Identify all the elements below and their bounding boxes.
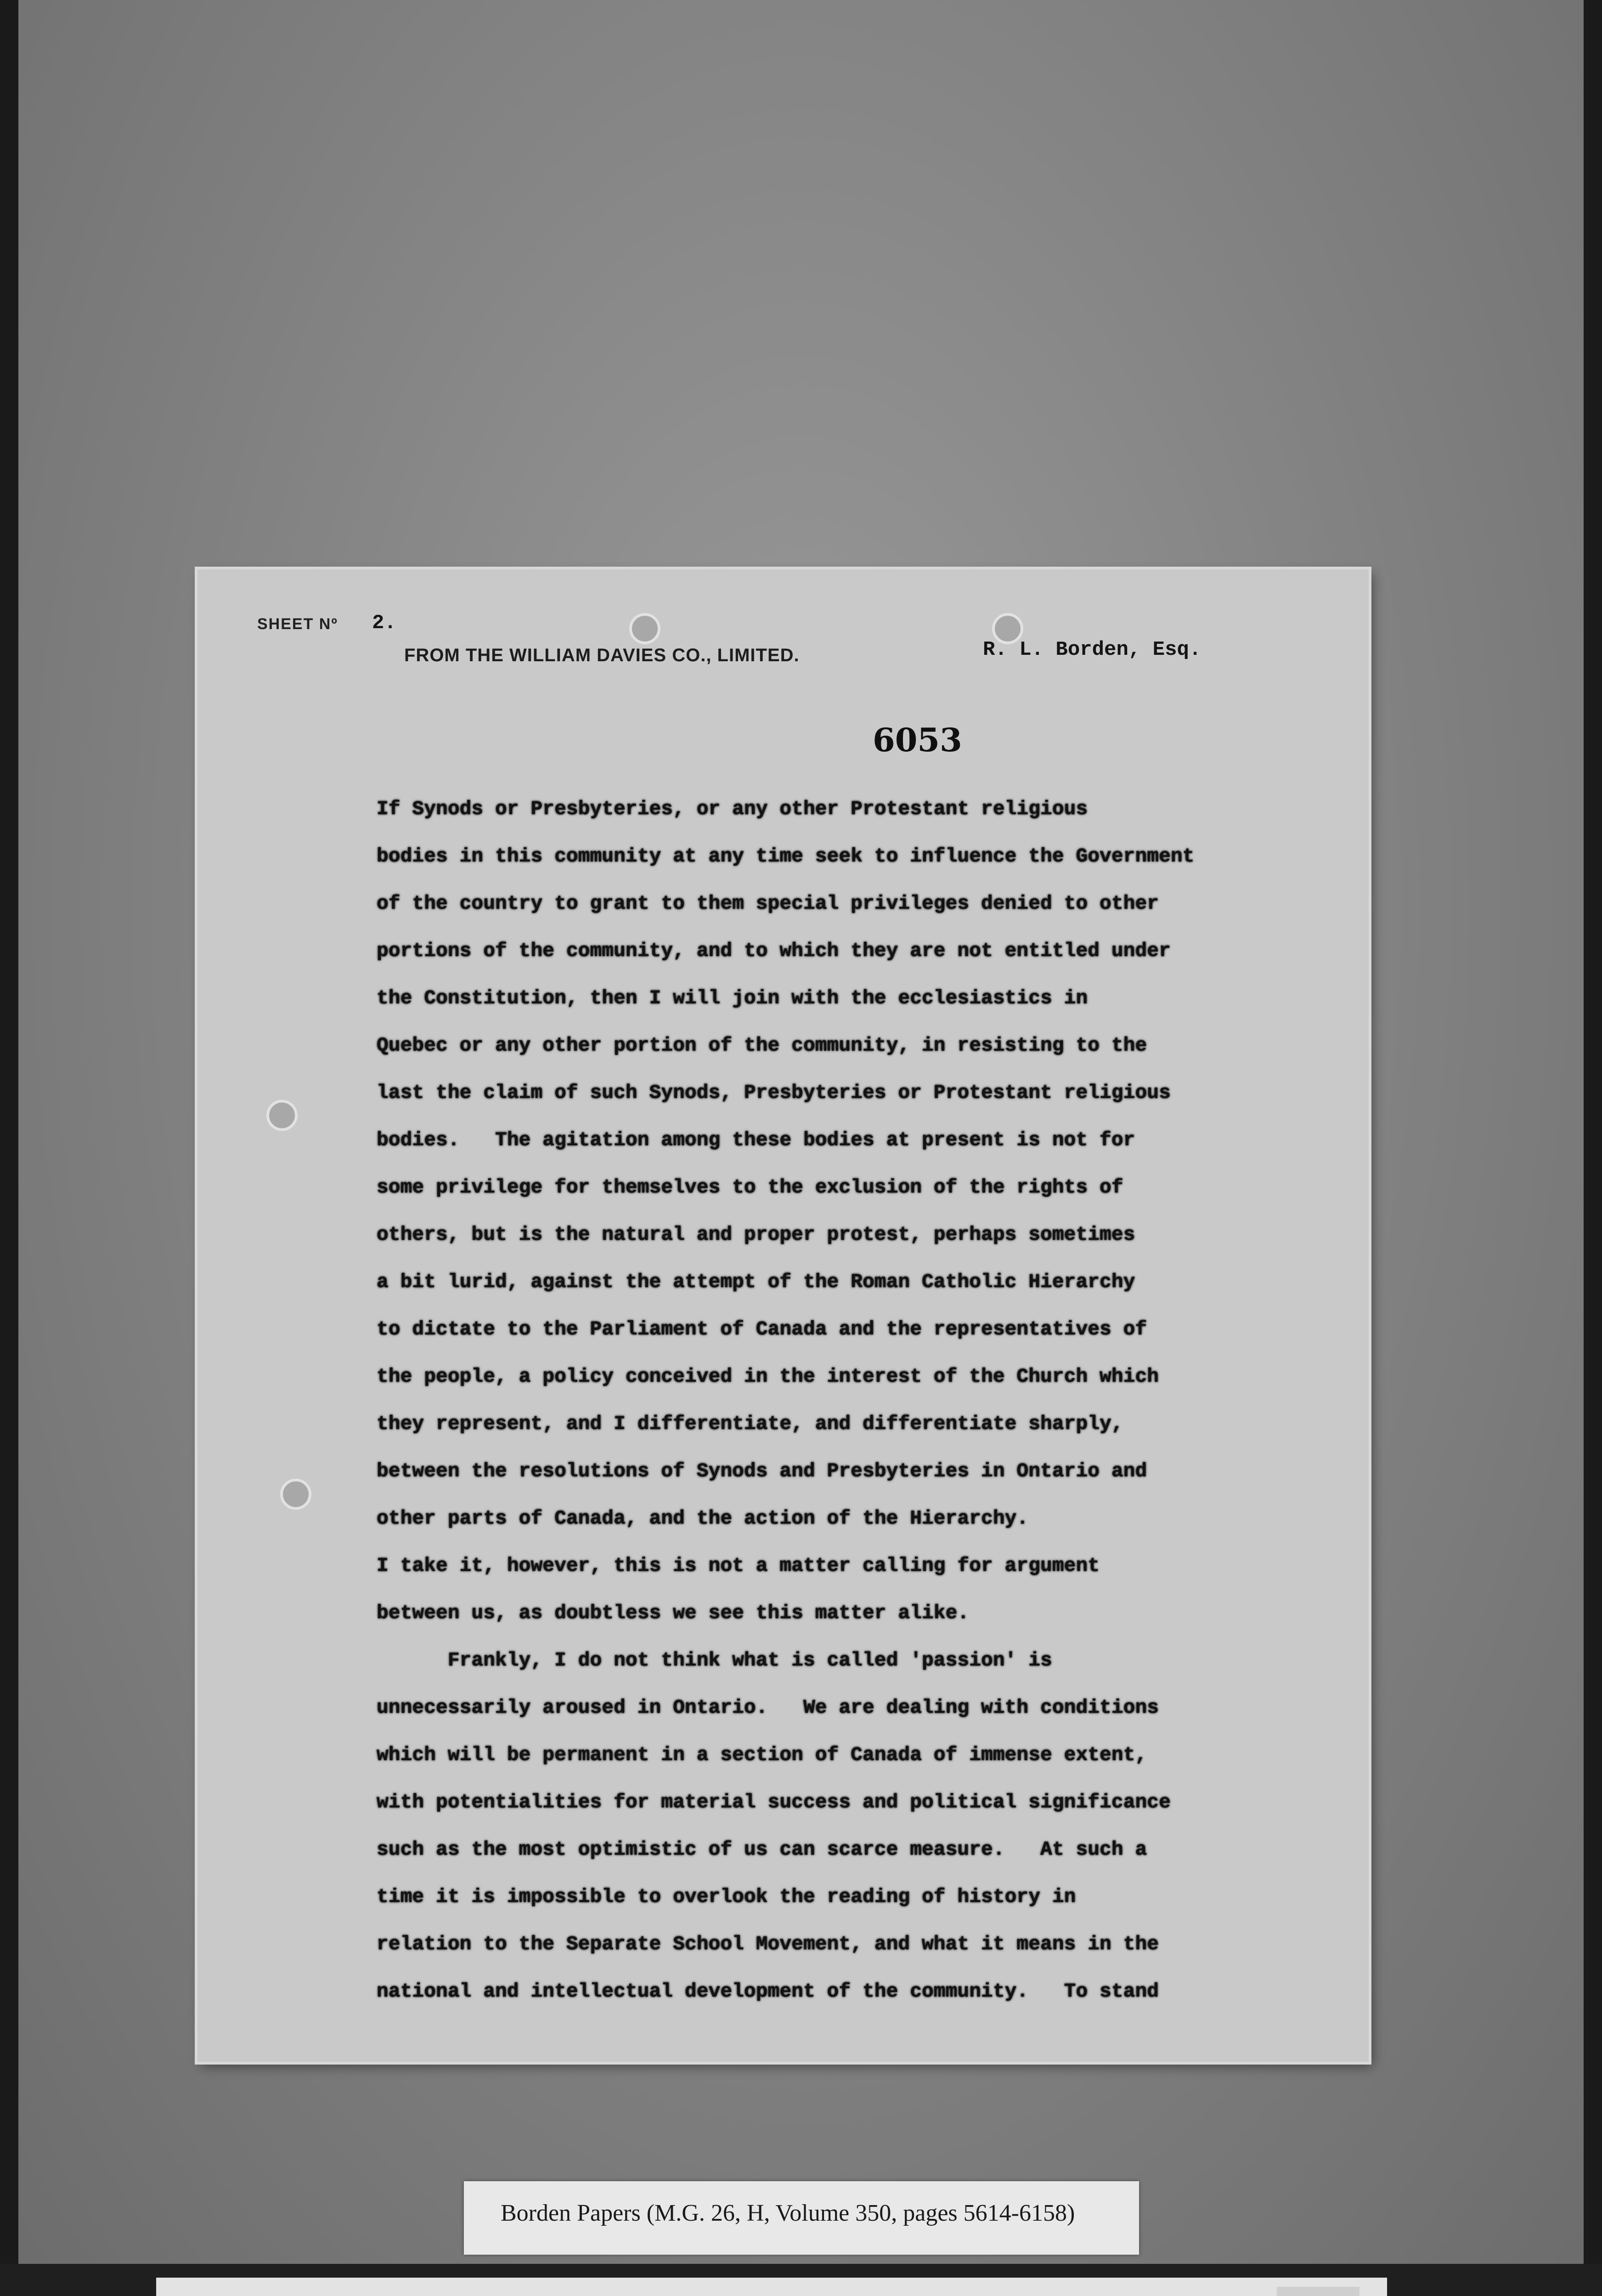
body-line: they represent, and I differentiate, and differentiate sharply, <box>377 1412 1123 1435</box>
body-line: the Constitution, then I will join with the ecclesiastics in <box>377 987 1088 1009</box>
punch-hole-top-1 <box>629 613 660 644</box>
body-line: Quebec or any other portion of the community, in resisting to the <box>377 1034 1147 1057</box>
addressee: R. L. Borden, Esq. <box>983 638 1202 661</box>
body-line: such as the most optimistic of us can scarce measure. At such a <box>377 1838 1147 1861</box>
body-line: I take it, however, this is not a matter calling for argument <box>377 1554 1100 1577</box>
body-line: portions of the community, and to which they are not entitled under <box>377 940 1171 962</box>
body-line: a bit lurid, against the attempt of the Roman Catholic Hierarchy <box>377 1271 1135 1293</box>
punch-hole-left-1 <box>266 1100 298 1131</box>
body-line: others, but is the natural and proper protest, perhaps sometimes <box>377 1223 1135 1246</box>
body-line: last the claim of such Synods, Presbyteries or Protestant religious <box>377 1081 1171 1104</box>
sheet-number-value: 2. <box>372 612 396 635</box>
body-line: of the country to grant to them special privileges denied to other <box>377 892 1159 915</box>
body-line: to dictate to the Parliament of Canada and the representatives of <box>377 1318 1147 1340</box>
body-line: between us, as doubtless we see this matter alike. <box>377 1602 970 1624</box>
body-line: the people, a policy conceived in the interest of the Church which <box>377 1365 1159 1388</box>
body-line: national and intellectual development of the community. To stand <box>377 1980 1159 2003</box>
body-line: time it is impossible to overlook the reading of history in <box>377 1885 1076 1908</box>
body-line: between the resolutions of Synods and Presbyteries in Ontario and <box>377 1460 1147 1482</box>
punch-hole-left-2 <box>280 1479 311 1510</box>
body-line: bodies. The agitation among these bodies at present is not for <box>377 1129 1135 1151</box>
body-line: which will be permanent in a section of Canada of immense extent, <box>377 1744 1147 1766</box>
film-edge-left <box>0 0 18 2296</box>
sheet-number-label: SHEET Nº <box>257 615 338 633</box>
film-edge-right <box>1584 0 1602 2296</box>
body-line: with potentialities for material success and political significance <box>377 1791 1171 1813</box>
label-stain <box>1277 2287 1359 2296</box>
page-number: 6053 <box>873 721 962 759</box>
letterhead: FROM THE WILLIAM DAVIES CO., LIMITED. <box>404 645 800 665</box>
body-line: Frankly, I do not think what is called 'passion' is <box>377 1649 1052 1671</box>
body-line: bodies in this community at any time seek to influence the Government <box>377 845 1195 867</box>
body-line: relation to the Separate School Movement, and what it means in the <box>377 1933 1159 1955</box>
body-line: If Synods or Presbyteries, or any other Protestant religious <box>377 798 1088 820</box>
letter-sheet <box>197 569 1369 2062</box>
body-line: some privilege for themselves to the exclusion of the rights of <box>377 1176 1123 1199</box>
letter-body <box>377 785 1341 2015</box>
archives-label-card <box>156 2278 1387 2296</box>
body-line: other parts of Canada, and the action of the Hierarchy. <box>377 1507 1029 1530</box>
body-line: unnecessarily aroused in Ontario. We are dealing with conditions <box>377 1696 1159 1719</box>
citation-label: Borden Papers (M.G. 26, H, Volume 350, pages 5614-6158) <box>501 2200 1075 2226</box>
